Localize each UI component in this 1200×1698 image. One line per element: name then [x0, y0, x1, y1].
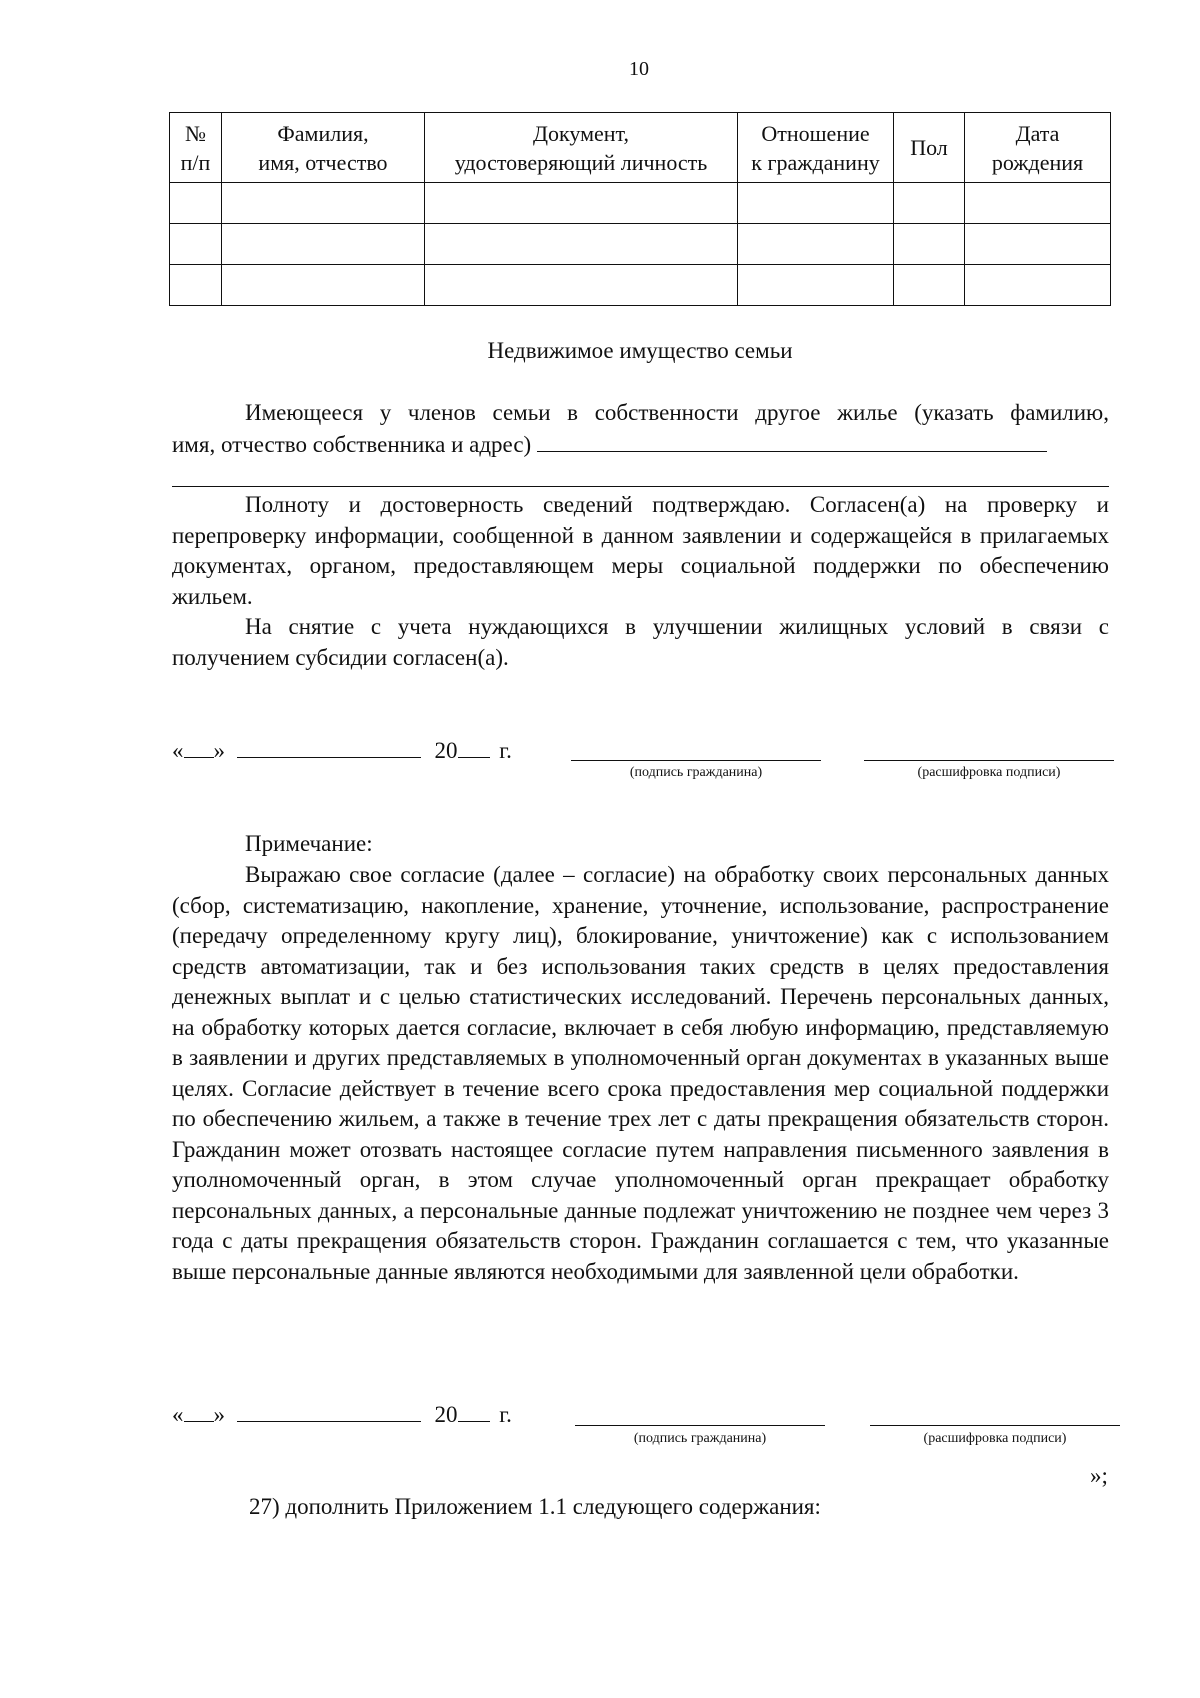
- table-cell[interactable]: [965, 224, 1111, 265]
- table-cell[interactable]: [738, 224, 894, 265]
- signature-decoding-caption-2: (расшифровка подписи): [923, 1431, 1067, 1446]
- personal-data-consent-text: Выражаю свое согласие (далее – согласие) на обработку своих персональных данных (сбор, систематизацию, накопление, хранение, уточнение, использование, распространение (передачу определенному кругу лиц), блокирование, уничтожение) как с использованием средств автоматизации, так и без использования таких средств в целях предоставления денежных выплат и с целью статистических исследований. Перечень персональных данных, на обработку которых дается согласие, включает в себя любую информацию, представляемую в заявлении и других представляемых в уполномоченный орган документах в указанных выше целях. Согласие действует в течение всего срока предоставления мер социальной поддержки по обеспечению жильем, а также в течение трех лет с даты прекращения обязательств сторон. Гражданин может отозвать настоящее согласие путем направления письменного заявления в уполномоченный орган, в этом случае уполномоченный орган прекращает обработку персональных данных, а персональные данные подлежат уничтожению не позднее чем через 3 года с даты прекращения обязательств сторон. Гражданин соглашается с тем, что указанные выше персональные данные являются необходимыми для заявленной цели обработки.: [172, 862, 1109, 1284]
- table-cell[interactable]: [894, 183, 965, 224]
- table-cell[interactable]: [738, 183, 894, 224]
- table-cell[interactable]: [425, 224, 738, 265]
- year-input-1[interactable]: [458, 737, 490, 758]
- month-input-2[interactable]: [237, 1401, 421, 1422]
- signature-caption-1: (подпись гражданина): [629, 765, 763, 780]
- table-cell[interactable]: [738, 265, 894, 306]
- property-line-1: Имеющееся у членов семьи в собственности другое жилье (указать фамилию,: [245, 400, 1109, 425]
- amendment-item-27: 27) дополнить Приложением 1.1 следующего содержания:: [249, 1494, 821, 1519]
- table-cell[interactable]: [170, 183, 222, 224]
- table-row: [170, 183, 1111, 224]
- table-cell[interactable]: [222, 265, 425, 306]
- property-address-input-line[interactable]: [172, 486, 1109, 487]
- signature-line-2[interactable]: [575, 1425, 825, 1426]
- date-field-2: « » 20 г.: [172, 1402, 512, 1427]
- column-header-number: № п/п: [170, 113, 222, 183]
- property-owner-input-line[interactable]: [537, 429, 1047, 452]
- family-members-table: [169, 112, 1111, 306]
- table-cell[interactable]: [425, 265, 738, 306]
- column-header-sex: Пол: [894, 113, 965, 183]
- month-input-1[interactable]: [237, 737, 421, 758]
- table-cell[interactable]: [965, 183, 1111, 224]
- signature-decoding-caption-1: (расшифровка подписи): [917, 765, 1061, 780]
- table-row: [170, 224, 1111, 265]
- day-input-1[interactable]: [184, 737, 214, 758]
- column-header-birth-date: Дата рождения: [965, 113, 1111, 183]
- table-cell[interactable]: [222, 183, 425, 224]
- year-input-2[interactable]: [458, 1401, 490, 1422]
- property-section-title: Недвижимое имущество семьи: [487, 338, 793, 363]
- table-cell[interactable]: [965, 265, 1111, 306]
- signature-decoding-line-1[interactable]: [864, 760, 1114, 761]
- table-cell[interactable]: [170, 265, 222, 306]
- date-field-1: « » 20 г.: [172, 738, 512, 763]
- signature-decoding-line-2[interactable]: [870, 1425, 1120, 1426]
- day-input-2[interactable]: [184, 1401, 214, 1422]
- signature-caption-2: (подпись гражданина): [633, 1431, 767, 1446]
- table-cell[interactable]: [170, 224, 222, 265]
- table-cell[interactable]: [894, 224, 965, 265]
- note-title: Примечание:: [245, 831, 373, 856]
- column-header-full-name: Фамилия, имя, отчество: [222, 113, 425, 183]
- signature-line-1[interactable]: [571, 760, 821, 761]
- deregistration-consent-paragraph: На снятие с учета нуждающихся в улучшении жилищных условий в связи с получением субсидии согласен(а).: [172, 614, 1109, 670]
- table-row: [170, 265, 1111, 306]
- column-header-identity-document: Документ, удостоверяющий личность: [425, 113, 738, 183]
- column-header-relation: Отношение к гражданину: [738, 113, 894, 183]
- property-instruction: [172, 398, 1109, 460]
- page-number: 10: [629, 58, 649, 80]
- confirmation-paragraph: Полноту и достоверность сведений подтверждаю. Согласен(а) на проверку и перепроверку информации, сообщенной в данном заявлении и содержащейся в прилагаемых документах, органом, предоставляющем меры социальной поддержки по обеспечению жильем.: [172, 492, 1109, 609]
- table-cell[interactable]: [894, 265, 965, 306]
- table-header-row: [170, 113, 1111, 183]
- property-line-2: имя, отчество собственника и адрес): [172, 431, 532, 457]
- table-cell[interactable]: [222, 224, 425, 265]
- table-cell[interactable]: [425, 183, 738, 224]
- closing-quote-mark: »;: [1090, 1463, 1108, 1488]
